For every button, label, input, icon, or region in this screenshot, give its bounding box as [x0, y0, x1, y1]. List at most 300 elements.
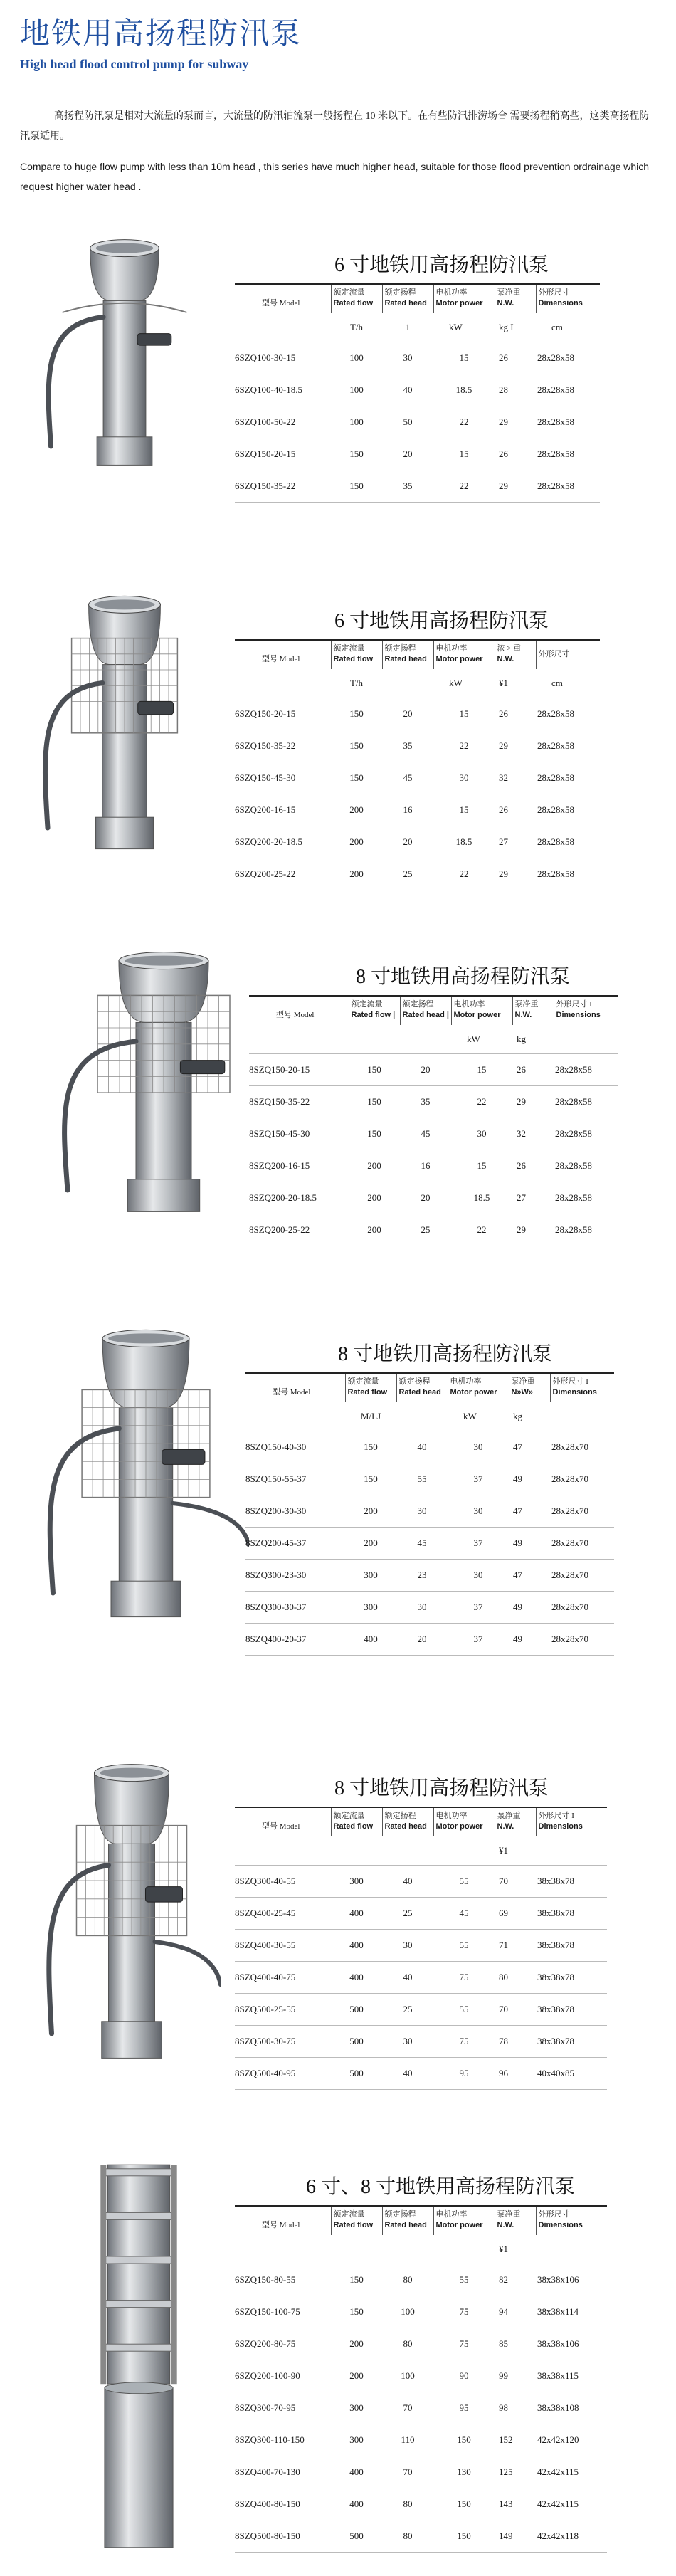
head-cell: 20	[396, 1624, 448, 1656]
head-cell: 30	[396, 1592, 448, 1624]
table-row	[235, 374, 600, 406]
unit-cell: ¥1	[495, 669, 536, 698]
unit-cell	[554, 1025, 618, 1054]
section-title: 8 寸地铁用高扬程防汛泵	[338, 1343, 553, 1365]
power-cell: 22	[433, 406, 495, 438]
weight-cell: 149	[495, 2520, 536, 2553]
table-row	[235, 2488, 607, 2520]
weight-cell: 78	[495, 2026, 536, 2058]
model-cell: 6SZQ150-35-22	[235, 470, 331, 503]
flow-cell: 200	[349, 1182, 400, 1214]
header-label-cn: 外形尺寸 I	[556, 1000, 592, 1009]
header-label-en: N.W.	[497, 655, 514, 663]
unit-cell	[382, 669, 433, 698]
model-cell: 8SZQ200-45-37	[245, 1528, 345, 1560]
pump-image	[57, 947, 270, 1221]
power-cell: 22	[433, 858, 495, 890]
table-row	[235, 406, 600, 438]
dimension-cell: 38x38x114	[536, 2296, 607, 2328]
unit-cell	[331, 1836, 382, 1866]
power-cell: 150	[433, 2488, 495, 2520]
header-label-en: Rated head	[384, 2221, 427, 2229]
header-label-en: N.W.	[497, 1822, 514, 1831]
weight-cell: 47	[509, 1560, 550, 1592]
unit-cell: cm	[536, 313, 600, 342]
table-row	[235, 1994, 607, 2026]
pump-image	[57, 2157, 221, 2559]
unit-cell: T/h	[331, 669, 382, 698]
table-row	[235, 470, 600, 503]
section-title: 6 寸地铁用高扬程防汛泵	[334, 254, 549, 276]
dimension-cell: 28x28x58	[536, 406, 600, 438]
spec-table	[249, 995, 618, 1246]
dimension-cell: 28x28x70	[550, 1463, 614, 1495]
head-cell: 35	[400, 1086, 451, 1118]
model-cell: 8SZQ150-20-15	[249, 1054, 349, 1086]
dimension-cell: 28x28x58	[536, 730, 600, 762]
table-row	[235, 2026, 607, 2058]
flow-cell: 500	[331, 2058, 382, 2090]
header-label-cn: 外形尺寸	[538, 288, 570, 297]
power-cell: 30	[448, 1560, 509, 1592]
power-cell: 30	[451, 1118, 512, 1150]
header-model-label: 型号 Model	[262, 2221, 300, 2229]
header-label-en: Rated flow	[333, 655, 374, 663]
header-model-label: 型号 Model	[262, 299, 300, 307]
unit-cell	[433, 2235, 495, 2264]
model-cell: 8SZQ150-35-22	[249, 1086, 349, 1118]
table-row	[249, 1150, 618, 1182]
intro-paragraph-en: Compare to huge flow pump with less than 10m head , this series have much higher head, suitable for those flood prevention ordrainage which request higher water head .	[20, 161, 650, 192]
table-row	[249, 1086, 618, 1118]
unit-cell	[396, 1402, 448, 1431]
power-cell: 37	[448, 1463, 509, 1495]
model-cell: 8SZQ500-25-55	[235, 1994, 331, 2026]
header-net-weight	[495, 640, 536, 669]
product-section	[0, 591, 676, 879]
power-cell: 75	[433, 2026, 495, 2058]
header-label-cn: 额定流量	[333, 288, 365, 297]
unit-cell: M/LJ	[345, 1402, 396, 1431]
header-label-en: Motor power	[450, 1388, 497, 1397]
weight-cell: 99	[495, 2360, 536, 2392]
model-cell: 8SZQ400-25-45	[235, 1898, 331, 1930]
header-label-cn: 额定流量	[347, 1377, 379, 1386]
unit-cell	[536, 2235, 607, 2264]
header-model	[235, 284, 331, 313]
unit-cell: kW	[448, 1402, 509, 1431]
dimension-cell: 28x28x58	[554, 1118, 618, 1150]
header-net-weight	[509, 1373, 550, 1402]
weight-cell: 98	[495, 2392, 536, 2424]
unit-cell: ¥1	[495, 1836, 536, 1866]
header-label-cn: 额定扬程	[384, 1812, 416, 1820]
head-cell: 70	[382, 2392, 433, 2424]
head-cell: 35	[382, 730, 433, 762]
table-row	[249, 1054, 618, 1086]
dimension-cell: 28x28x58	[536, 858, 600, 890]
head-cell: 40	[396, 1431, 448, 1463]
header-label-cn: 电机功率	[435, 1812, 468, 1820]
dimension-cell: 40x40x85	[536, 2058, 607, 2090]
head-cell: 25	[382, 1994, 433, 2026]
table-row	[235, 2264, 607, 2296]
header-label-cn: 额定扬程	[402, 1000, 434, 1009]
table-row	[235, 826, 600, 858]
weight-cell: 49	[509, 1624, 550, 1656]
pump-image	[43, 1758, 221, 2068]
power-cell: 18.5	[433, 826, 495, 858]
header-label-en: Rated flow |	[351, 1011, 396, 1019]
dimension-cell: 28x28x70	[550, 1560, 614, 1592]
model-cell: 8SZQ500-40-95	[235, 2058, 331, 2090]
power-cell: 75	[433, 2328, 495, 2360]
header-label-en: Rated flow	[333, 2221, 374, 2229]
unit-row-spacer	[249, 1025, 349, 1054]
header-motor-power	[433, 2206, 495, 2235]
header-dimensions	[550, 1373, 614, 1402]
flow-cell: 300	[331, 2424, 382, 2456]
power-cell: 75	[433, 1962, 495, 1994]
head-cell: 45	[382, 762, 433, 794]
dimension-cell: 38x38x78	[536, 1994, 607, 2026]
flow-cell: 300	[345, 1560, 396, 1592]
model-cell: 8SZQ400-30-55	[235, 1930, 331, 1962]
unit-cell	[400, 1025, 451, 1054]
spec-table	[235, 639, 600, 890]
product-section	[0, 1758, 676, 2078]
product-section	[0, 947, 676, 1235]
table-row	[245, 1495, 614, 1528]
power-cell: 22	[451, 1214, 512, 1246]
model-cell: 8SZQ200-20-18.5	[249, 1182, 349, 1214]
power-cell: 15	[451, 1150, 512, 1182]
weight-cell: 26	[495, 342, 536, 374]
head-cell: 35	[382, 470, 433, 503]
flow-cell: 200	[331, 826, 382, 858]
header-label-en: N.W.	[514, 1011, 532, 1019]
flow-cell: 200	[331, 2328, 382, 2360]
head-cell: 70	[382, 2456, 433, 2488]
flow-cell: 200	[349, 1150, 400, 1182]
header-net-weight	[512, 996, 554, 1025]
flow-cell: 150	[331, 2264, 382, 2296]
head-cell: 40	[382, 1962, 433, 1994]
pump-illustration-shape	[100, 2165, 176, 2548]
power-cell: 45	[433, 1898, 495, 1930]
weight-cell: 82	[495, 2264, 536, 2296]
flow-cell: 500	[331, 2520, 382, 2553]
power-cell: 150	[433, 2520, 495, 2553]
flow-cell: 150	[331, 698, 382, 730]
head-cell: 20	[400, 1054, 451, 1086]
table-row	[235, 2520, 607, 2553]
header-model-label: 型号 Model	[262, 1822, 300, 1831]
head-cell: 30	[382, 1930, 433, 1962]
header-label-cn: 电机功率	[435, 288, 468, 297]
header-rated-flow	[345, 1373, 396, 1402]
table-row	[235, 342, 600, 374]
table-row	[249, 1214, 618, 1246]
flow-cell: 400	[345, 1624, 396, 1656]
weight-cell: 143	[495, 2488, 536, 2520]
header-model	[245, 1373, 345, 1402]
table-row	[235, 2360, 607, 2392]
dimension-cell: 28x28x58	[554, 1086, 618, 1118]
dimension-cell: 28x28x58	[536, 794, 600, 826]
dimension-cell: 38x38x78	[536, 1866, 607, 1898]
weight-cell: 70	[495, 1866, 536, 1898]
header-dimensions	[536, 1807, 607, 1836]
dimension-cell: 28x28x58	[554, 1054, 618, 1086]
head-cell: 80	[382, 2488, 433, 2520]
header-label-cn: 额定流量	[333, 644, 365, 653]
header-label-en: Dimensions	[556, 1011, 601, 1019]
unit-cell: cm	[536, 669, 600, 698]
table-row	[235, 794, 600, 826]
weight-cell: 80	[495, 1962, 536, 1994]
weight-cell: 32	[512, 1118, 554, 1150]
header-dimensions	[536, 2206, 607, 2235]
unit-cell	[550, 1402, 614, 1431]
weight-cell: 69	[495, 1898, 536, 1930]
head-cell: 100	[382, 2360, 433, 2392]
pump-illustration-shape	[65, 952, 230, 1212]
dimension-cell: 28x28x58	[554, 1214, 618, 1246]
head-cell: 30	[396, 1495, 448, 1528]
flow-cell: 200	[345, 1495, 396, 1528]
power-cell: 22	[451, 1086, 512, 1118]
spec-table	[235, 2205, 607, 2553]
model-cell: 8SZQ400-70-130	[235, 2456, 331, 2488]
table-row	[235, 2424, 607, 2456]
unit-cell: kW	[433, 669, 495, 698]
table-row	[235, 1866, 607, 1898]
flow-cell: 400	[331, 2488, 382, 2520]
model-cell: 8SZQ300-30-37	[245, 1592, 345, 1624]
power-cell: 37	[448, 1592, 509, 1624]
dimension-cell: 42x42x115	[536, 2456, 607, 2488]
weight-cell: 125	[495, 2456, 536, 2488]
power-cell: 75	[433, 2296, 495, 2328]
header-label-en: Rated head |	[402, 1011, 449, 1019]
dimension-cell: 28x28x58	[536, 438, 600, 470]
table-row	[235, 2296, 607, 2328]
dimension-cell: 38x38x78	[536, 1962, 607, 1994]
weight-cell: 47	[509, 1431, 550, 1463]
page-title: 地铁用高扬程防汛泵	[20, 18, 302, 51]
model-cell: 6SZQ150-20-15	[235, 698, 331, 730]
table-row	[245, 1592, 614, 1624]
header-label-cn: 电机功率	[453, 1000, 485, 1009]
header-rated-flow	[331, 640, 382, 669]
table-row	[235, 2328, 607, 2360]
dimension-cell: 42x42x118	[536, 2520, 607, 2553]
flow-cell: 150	[331, 730, 382, 762]
unit-cell: kg	[509, 1402, 550, 1431]
table-row	[235, 730, 600, 762]
model-cell: 6SZQ200-16-15	[235, 794, 331, 826]
header-label-en: Motor power	[435, 299, 483, 307]
flow-cell: 400	[331, 2456, 382, 2488]
model-cell: 6SZQ100-30-15	[235, 342, 331, 374]
header-label-en: Rated flow	[333, 299, 374, 307]
head-cell: 23	[396, 1560, 448, 1592]
weight-cell: 49	[509, 1592, 550, 1624]
table-row	[235, 2058, 607, 2090]
dimension-cell: 38x38x78	[536, 1930, 607, 1962]
dimension-cell: 28x28x58	[536, 826, 600, 858]
weight-cell: 29	[512, 1086, 554, 1118]
pump-image	[43, 1324, 249, 1626]
dimension-cell: 38x38x108	[536, 2392, 607, 2424]
model-cell: 6SZQ200-80-75	[235, 2328, 331, 2360]
flow-cell: 150	[349, 1054, 400, 1086]
unit-cell	[382, 1836, 433, 1866]
head-cell: 20	[382, 826, 433, 858]
table-row	[235, 2392, 607, 2424]
header-rated-head	[382, 284, 433, 313]
header-label-en: Motor power	[435, 1822, 483, 1831]
header-label-en: Dimensions	[538, 299, 583, 307]
header-label-cn: 外形尺寸	[538, 649, 570, 658]
unit-row-spacer	[235, 1836, 331, 1866]
header-motor-power	[451, 996, 512, 1025]
header-label-cn: 外形尺寸	[538, 2210, 570, 2219]
power-cell: 15	[451, 1054, 512, 1086]
header-label-cn: 额定扬程	[398, 1377, 431, 1386]
header-motor-power	[433, 284, 495, 313]
dimension-cell: 28x28x70	[550, 1592, 614, 1624]
power-cell: 18.5	[433, 374, 495, 406]
power-cell: 150	[433, 2424, 495, 2456]
unit-cell	[433, 1836, 495, 1866]
head-cell: 40	[382, 2058, 433, 2090]
header-motor-power	[433, 640, 495, 669]
flow-cell: 150	[331, 470, 382, 503]
power-cell: 55	[433, 2264, 495, 2296]
header-label-en: N»W»	[511, 1388, 534, 1397]
unit-row-spacer	[235, 313, 331, 342]
header-rated-head	[382, 2206, 433, 2235]
dimension-cell: 28x28x58	[536, 374, 600, 406]
header-label-en: Rated flow	[333, 1822, 374, 1831]
header-model	[235, 1807, 331, 1836]
power-cell: 95	[433, 2058, 495, 2090]
flow-cell: 400	[331, 1962, 382, 1994]
dimension-cell: 28x28x58	[554, 1150, 618, 1182]
header-label-cn: 泵净重	[511, 1377, 535, 1386]
section-title: 8 寸地铁用高扬程防汛泵	[356, 966, 571, 988]
dimension-cell: 38x38x106	[536, 2264, 607, 2296]
section-title: 6 寸、8 寸地铁用高扬程防汛泵	[306, 2176, 576, 2198]
section-title: 6 寸地铁用高扬程防汛泵	[334, 610, 549, 632]
flow-cell: 300	[345, 1592, 396, 1624]
header-label-cn: 额定扬程	[384, 2210, 416, 2219]
header-label-cn: 电机功率	[435, 644, 468, 653]
product-section	[0, 1324, 676, 1644]
head-cell: 20	[400, 1182, 451, 1214]
header-label-en: Dimensions	[538, 1822, 583, 1831]
flow-cell: 100	[331, 342, 382, 374]
header-label-cn: 电机功率	[450, 1377, 482, 1386]
unit-cell: kg	[512, 1025, 554, 1054]
header-rated-flow	[331, 284, 382, 313]
pump-illustration-shape	[48, 240, 186, 466]
model-cell: 6SZQ100-40-18.5	[235, 374, 331, 406]
weight-cell: 29	[495, 730, 536, 762]
model-cell: 8SZQ300-70-95	[235, 2392, 331, 2424]
unit-cell: T/h	[331, 313, 382, 342]
model-cell: 8SZQ200-16-15	[249, 1150, 349, 1182]
power-cell: 55	[433, 1866, 495, 1898]
pump-illustration-shape	[49, 1765, 221, 2059]
model-cell: 6SZQ100-50-22	[235, 406, 331, 438]
header-label-en: Rated head	[384, 1822, 427, 1831]
dimension-cell: 28x28x58	[536, 698, 600, 730]
power-cell: 90	[433, 2360, 495, 2392]
power-cell: 15	[433, 342, 495, 374]
weight-cell: 70	[495, 1994, 536, 2026]
power-cell: 22	[433, 470, 495, 503]
power-cell: 37	[448, 1528, 509, 1560]
header-model-label: 型号 Model	[273, 1388, 311, 1397]
page-subtitle: High head flood control pump for subway	[20, 57, 249, 71]
weight-cell: 85	[495, 2328, 536, 2360]
header-motor-power	[433, 1807, 495, 1836]
weight-cell: 26	[495, 698, 536, 730]
head-cell: 50	[382, 406, 433, 438]
dimension-cell: 38x38x78	[536, 1898, 607, 1930]
unit-cell: kW	[433, 313, 495, 342]
header-label-en: Motor power	[453, 1011, 501, 1019]
weight-cell: 28	[495, 374, 536, 406]
model-cell: 8SZQ500-80-150	[235, 2520, 331, 2553]
weight-cell: 27	[512, 1182, 554, 1214]
pump-illustration-shape	[45, 596, 177, 848]
power-cell: 37	[448, 1624, 509, 1656]
model-cell: 8SZQ400-20-37	[245, 1624, 345, 1656]
model-cell: 6SZQ150-45-30	[235, 762, 331, 794]
power-cell: 30	[448, 1431, 509, 1463]
flow-cell: 400	[331, 1930, 382, 1962]
model-cell: 6SZQ150-20-15	[235, 438, 331, 470]
dimension-cell: 28x28x70	[550, 1624, 614, 1656]
pump-illustration-shape	[50, 1330, 249, 1616]
weight-cell: 29	[495, 406, 536, 438]
pump-image	[43, 235, 206, 473]
head-cell: 45	[396, 1528, 448, 1560]
model-cell: 6SZQ200-100-90	[235, 2360, 331, 2392]
weight-cell: 29	[512, 1214, 554, 1246]
unit-cell: kW	[451, 1025, 512, 1054]
product-section	[0, 2157, 676, 2570]
header-label-en: Motor power	[435, 655, 483, 663]
header-label-en: Motor power	[435, 2221, 483, 2229]
power-cell: 95	[433, 2392, 495, 2424]
model-cell: 8SZQ300-110-150	[235, 2424, 331, 2456]
weight-cell: 49	[509, 1463, 550, 1495]
model-cell: 8SZQ200-30-30	[245, 1495, 345, 1528]
table-row	[249, 1182, 618, 1214]
weight-cell: 27	[495, 826, 536, 858]
flow-cell: 500	[331, 1994, 382, 2026]
header-label-cn: 额定流量	[333, 2210, 365, 2219]
weight-cell: 47	[509, 1495, 550, 1528]
model-cell: 8SZQ400-40-75	[235, 1962, 331, 1994]
table-row	[235, 438, 600, 470]
flow-cell: 150	[331, 2296, 382, 2328]
